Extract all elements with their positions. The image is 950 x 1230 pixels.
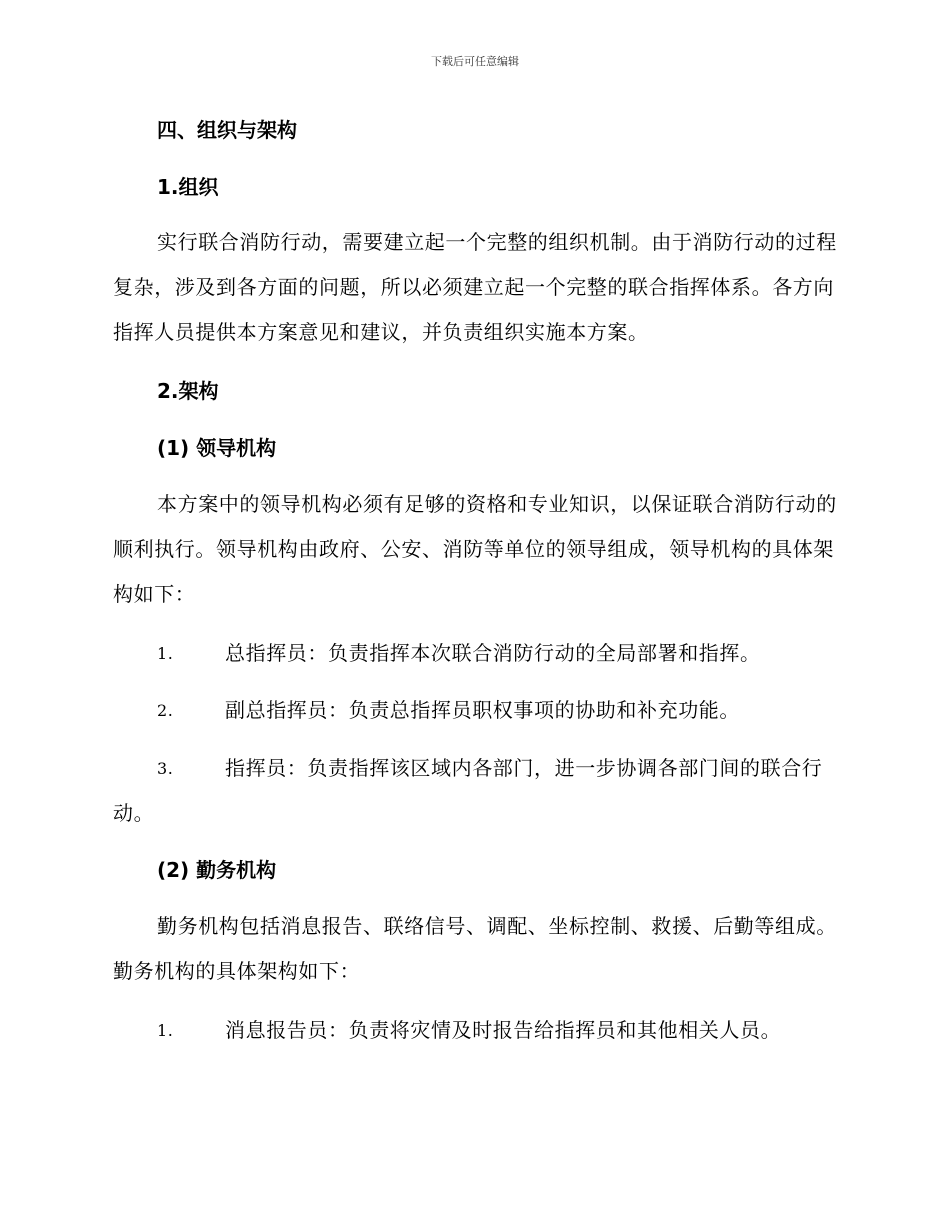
list-item-number: 1. [157, 1021, 174, 1040]
subsection-title-organization: 1.组织 [157, 175, 219, 199]
list-item-text: 总指挥员：负责指挥本次联合消防行动的全局部署和指挥。 [225, 641, 761, 665]
list-item-number: 2. [157, 701, 174, 720]
list-item-number: 3. [157, 759, 174, 778]
logistics-intro-paragraph: 勤务机构包括消息报告、联络信号、调配、坐标控制、救援、后勤等组成。勤务机构的具体架构如下： [113, 914, 837, 983]
list-item [113, 1008, 838, 1053]
leadership-title: (1) 领导机构 [157, 436, 277, 460]
list-item-text: 副总指挥员：负责总指挥员职权事项的协助和补充功能。 [225, 698, 740, 722]
list-item [113, 688, 838, 733]
list-item [113, 746, 838, 836]
leadership-intro-paragraph: 本方案中的领导机构必须有足够的资格和专业知识，以保证联合消防行动的顺利执行。领导机构由政府、公安、消防等单位的领导组成，领导机构的具体架构如下： [113, 492, 837, 606]
list-item-number: 1. [157, 644, 174, 663]
list-item-text: 消息报告员：负责将灾情及时报告给指挥员和其他相关人员。 [225, 1018, 782, 1042]
section-title: 四、组织与架构 [157, 118, 297, 142]
page-header: 下载后可任意编辑 [431, 55, 519, 68]
logistics-title: (2) 勤务机构 [157, 858, 277, 882]
list-item [113, 631, 838, 676]
list-item-text: 指挥员：负责指挥该区域内各部门，进一步协调各部门间的联合行动。 [113, 756, 823, 825]
subsection-title-structure: 2.架构 [157, 379, 219, 403]
organization-paragraph: 实行联合消防行动，需要建立起一个完整的组织机制。由于消防行动的过程复杂，涉及到各方面的问题，所以必须建立起一个完整的联合指挥体系。各方向指挥人员提供本方案意见和建议，并负责组织实施本方案。 [113, 230, 837, 344]
